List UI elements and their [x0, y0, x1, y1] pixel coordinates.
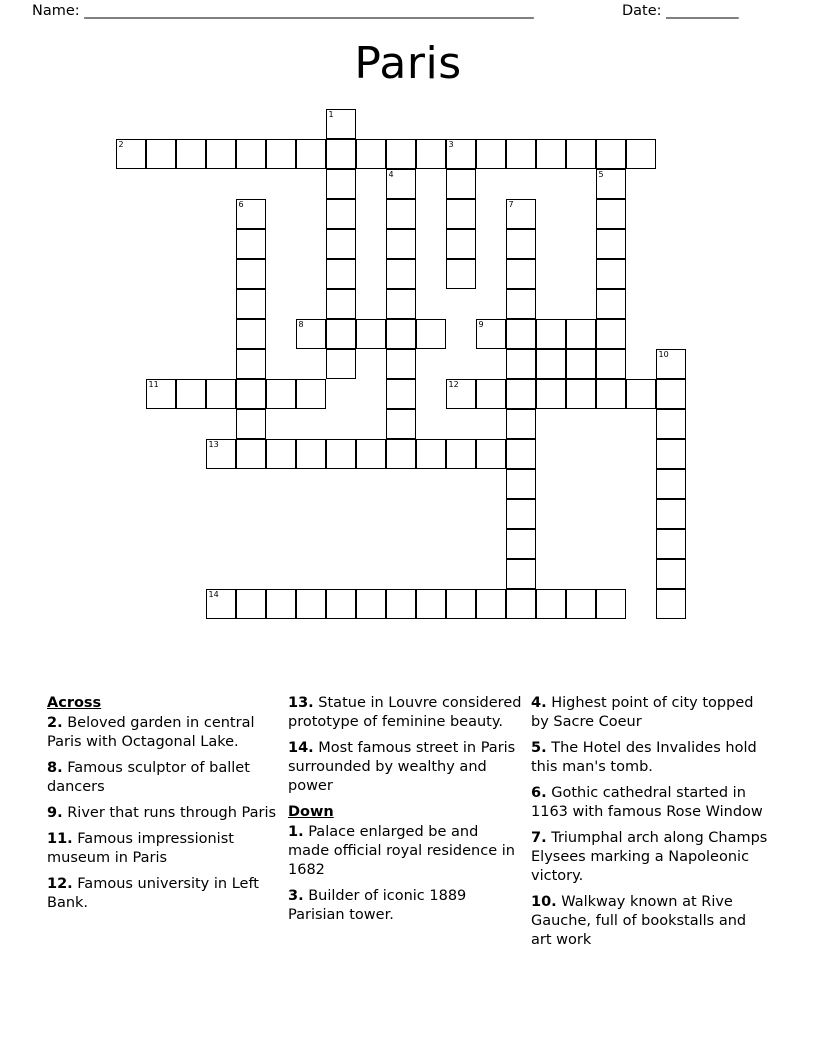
grid-cell[interactable]	[506, 319, 536, 349]
grid-cell-number: 14	[208, 590, 219, 599]
grid-cell-number: 8	[298, 320, 304, 329]
grid-cell[interactable]	[476, 589, 506, 619]
grid-cell[interactable]	[566, 319, 596, 349]
clue-text: Most famous street in Paris surrounded by wealthy and power	[288, 740, 516, 794]
down-clue-list-part1	[288, 823, 523, 925]
grid-cell[interactable]	[326, 589, 356, 619]
clue-item	[288, 694, 523, 732]
grid-cell[interactable]	[656, 589, 686, 619]
grid-cell[interactable]	[236, 259, 266, 289]
grid-cell[interactable]	[596, 319, 626, 349]
grid-cell[interactable]	[266, 439, 296, 469]
grid-cell[interactable]	[446, 379, 476, 409]
grid-cell[interactable]	[386, 409, 416, 439]
grid-cell[interactable]	[416, 439, 446, 469]
clue-item	[47, 759, 285, 797]
grid-cell[interactable]	[236, 409, 266, 439]
grid-cell[interactable]	[506, 439, 536, 469]
clue-text: The Hotel des Invalides hold this man's tomb.	[531, 740, 757, 775]
clue-text: Highest point of city topped by Sacre Coeur	[531, 695, 754, 730]
grid-cell[interactable]	[416, 319, 446, 349]
grid-cell[interactable]	[626, 139, 656, 169]
grid-cell[interactable]	[476, 379, 506, 409]
clue-number: 13.	[288, 695, 314, 711]
grid-cell[interactable]	[206, 379, 236, 409]
grid-cell[interactable]	[326, 199, 356, 229]
clue-number: 1.	[288, 824, 304, 840]
grid-cell[interactable]	[296, 319, 326, 349]
grid-cell[interactable]	[506, 259, 536, 289]
grid-cell[interactable]	[266, 379, 296, 409]
grid-cell[interactable]	[296, 589, 326, 619]
grid-cell-number: 4	[388, 170, 394, 179]
grid-cell[interactable]	[146, 379, 176, 409]
grid-cell[interactable]	[536, 139, 566, 169]
page-title: Paris	[354, 38, 462, 89]
grid-cell[interactable]	[356, 439, 386, 469]
grid-cell[interactable]	[326, 349, 356, 379]
grid-cell[interactable]	[206, 589, 236, 619]
grid-cell-number: 1	[328, 110, 334, 119]
grid-cell[interactable]	[476, 139, 506, 169]
clue-text: Famous sculptor of ballet dancers	[47, 760, 250, 795]
grid-cell[interactable]	[236, 379, 266, 409]
grid-cell[interactable]	[506, 499, 536, 529]
clue-item	[288, 739, 523, 796]
grid-cell-number: 5	[598, 170, 604, 179]
grid-cell[interactable]	[236, 589, 266, 619]
clue-text: River that runs through Paris	[62, 805, 277, 821]
grid-cell[interactable]	[386, 379, 416, 409]
down-clue-list-part2	[531, 694, 771, 950]
grid-cell[interactable]	[386, 349, 416, 379]
grid-cell[interactable]	[596, 169, 626, 199]
clue-item	[531, 829, 771, 886]
grid-cell[interactable]	[386, 139, 416, 169]
grid-cell[interactable]	[506, 139, 536, 169]
clue-number: 4.	[531, 695, 547, 711]
clue-text: Triumphal arch along Champs Elysees marking a Napoleonic victory.	[531, 830, 768, 884]
grid-cell[interactable]	[656, 529, 686, 559]
grid-cell[interactable]	[566, 139, 596, 169]
grid-cell[interactable]	[446, 439, 476, 469]
grid-cell[interactable]	[446, 139, 476, 169]
grid-cell[interactable]	[326, 139, 356, 169]
grid-cell[interactable]	[506, 199, 536, 229]
clue-number: 9.	[47, 805, 63, 821]
clue-text: Famous impressionist museum in Paris	[47, 831, 234, 866]
clue-number: 3.	[288, 888, 304, 904]
grid-cell[interactable]	[236, 349, 266, 379]
grid-cell[interactable]	[386, 319, 416, 349]
grid-cell[interactable]	[506, 289, 536, 319]
grid-cell[interactable]	[296, 439, 326, 469]
grid-cell[interactable]	[536, 349, 566, 379]
clue-number: 14.	[288, 740, 314, 756]
across-heading: Across	[47, 695, 102, 711]
clue-item	[288, 887, 523, 925]
grid-cell[interactable]	[596, 589, 626, 619]
clue-number: 8.	[47, 760, 63, 776]
clue-number: 2.	[47, 715, 63, 731]
grid-cell-number: 12	[448, 380, 459, 389]
grid-cell[interactable]	[236, 199, 266, 229]
grid-cell-number: 11	[148, 380, 159, 389]
grid-cell[interactable]	[506, 589, 536, 619]
grid-cell[interactable]	[326, 229, 356, 259]
grid-cell-number: 2	[118, 140, 124, 149]
clue-item	[531, 784, 771, 822]
grid-cell[interactable]	[236, 319, 266, 349]
grid-cell[interactable]	[386, 199, 416, 229]
grid-cell[interactable]	[326, 109, 356, 139]
grid-cell-number: 7	[508, 200, 514, 209]
grid-cell[interactable]	[596, 199, 626, 229]
clue-text: Builder of iconic 1889 Parisian tower.	[288, 888, 467, 923]
grid-cell[interactable]	[446, 169, 476, 199]
grid-cell[interactable]	[236, 289, 266, 319]
grid-cell[interactable]	[506, 529, 536, 559]
grid-cell[interactable]	[386, 439, 416, 469]
clue-number: 5.	[531, 740, 547, 756]
clues-section	[0, 694, 816, 994]
grid-cell[interactable]	[656, 559, 686, 589]
grid-cell[interactable]	[506, 379, 536, 409]
grid-cell[interactable]	[446, 229, 476, 259]
grid-cell[interactable]	[656, 469, 686, 499]
clue-text: Walkway known at Rive Gauche, full of bookstalls and art work	[531, 894, 747, 948]
grid-cell[interactable]	[656, 439, 686, 469]
grid-cell[interactable]	[446, 589, 476, 619]
clue-item	[47, 830, 285, 868]
grid-cell[interactable]	[596, 139, 626, 169]
grid-cell[interactable]	[206, 439, 236, 469]
clue-item	[531, 694, 771, 732]
clue-number: 10.	[531, 894, 557, 910]
grid-cell[interactable]	[326, 169, 356, 199]
clue-text: Gothic cathedral started in 1163 with famous Rose Window	[531, 785, 763, 820]
grid-cell[interactable]	[176, 139, 206, 169]
grid-cell[interactable]	[236, 229, 266, 259]
grid-cell[interactable]	[596, 349, 626, 379]
grid-cell[interactable]	[386, 259, 416, 289]
grid-cell[interactable]	[506, 409, 536, 439]
clue-text: Statue in Louvre considered prototype of feminine beauty.	[288, 695, 522, 730]
grid-cell[interactable]	[656, 409, 686, 439]
clues-column-1	[47, 694, 285, 920]
clue-text: Beloved garden in central Paris with Octagonal Lake.	[47, 715, 255, 750]
grid-cell[interactable]	[476, 439, 506, 469]
grid-cell[interactable]	[566, 379, 596, 409]
grid-cell[interactable]	[326, 259, 356, 289]
grid-cell[interactable]	[206, 139, 236, 169]
grid-cell-number: 13	[208, 440, 219, 449]
clue-number: 6.	[531, 785, 547, 801]
clue-item	[47, 714, 285, 752]
grid-cell[interactable]	[296, 379, 326, 409]
grid-cell[interactable]	[596, 259, 626, 289]
name-field-label[interactable]: Name: ______________________________________________________________	[32, 3, 534, 19]
grid-cell[interactable]	[236, 139, 266, 169]
grid-cell[interactable]	[506, 349, 536, 379]
grid-cell[interactable]	[386, 589, 416, 619]
clue-item	[47, 875, 285, 913]
date-field-label[interactable]: Date: __________	[622, 3, 739, 19]
grid-cell[interactable]	[506, 559, 536, 589]
grid-cell[interactable]	[326, 439, 356, 469]
grid-cell[interactable]	[566, 589, 596, 619]
clue-item	[531, 893, 771, 950]
grid-cell[interactable]	[446, 199, 476, 229]
grid-cell[interactable]	[596, 229, 626, 259]
grid-cell-number: 3	[448, 140, 454, 149]
across-clue-list-part2	[288, 694, 523, 796]
grid-cell[interactable]	[356, 589, 386, 619]
clues-column-2	[288, 694, 523, 932]
grid-cell-number: 9	[478, 320, 484, 329]
grid-cell[interactable]	[356, 139, 386, 169]
grid-cell[interactable]	[536, 319, 566, 349]
grid-cell[interactable]	[326, 289, 356, 319]
grid-cell[interactable]	[236, 439, 266, 469]
grid-cell[interactable]	[596, 379, 626, 409]
grid-cell[interactable]	[386, 229, 416, 259]
grid-cell-number: 6	[238, 200, 244, 209]
clue-item	[47, 804, 285, 823]
grid-cell[interactable]	[656, 379, 686, 409]
clue-number: 7.	[531, 830, 547, 846]
grid-cell[interactable]	[146, 139, 176, 169]
grid-cell[interactable]	[536, 379, 566, 409]
grid-cell[interactable]	[266, 139, 296, 169]
grid-cell[interactable]	[386, 169, 416, 199]
clue-text: Palace enlarged be and made official royal residence in 1682	[288, 824, 515, 878]
grid-cell[interactable]	[476, 319, 506, 349]
grid-cell[interactable]	[296, 139, 326, 169]
across-clue-list-part1	[47, 714, 285, 913]
clue-number: 11.	[47, 831, 73, 847]
clue-number: 12.	[47, 876, 73, 892]
grid-cell[interactable]	[656, 349, 686, 379]
grid-cell[interactable]	[356, 319, 386, 349]
grid-cell[interactable]	[566, 349, 596, 379]
clue-item	[288, 823, 523, 880]
grid-cell[interactable]	[506, 229, 536, 259]
grid-cell[interactable]	[656, 499, 686, 529]
grid-cell[interactable]	[626, 379, 656, 409]
grid-cell[interactable]	[536, 589, 566, 619]
grid-cell[interactable]	[116, 139, 146, 169]
clues-column-3	[531, 694, 771, 957]
grid-cell[interactable]	[386, 289, 416, 319]
grid-cell[interactable]	[416, 139, 446, 169]
down-heading: Down	[288, 804, 334, 820]
grid-cell[interactable]	[266, 589, 296, 619]
grid-cell[interactable]	[596, 289, 626, 319]
grid-cell[interactable]	[176, 379, 206, 409]
clue-text: Famous university in Left Bank.	[47, 876, 259, 911]
grid-cell[interactable]	[446, 259, 476, 289]
grid-cell[interactable]	[506, 469, 536, 499]
grid-cell-number: 10	[658, 350, 669, 359]
clue-item	[531, 739, 771, 777]
grid-cell[interactable]	[416, 589, 446, 619]
grid-cell[interactable]	[326, 319, 356, 349]
